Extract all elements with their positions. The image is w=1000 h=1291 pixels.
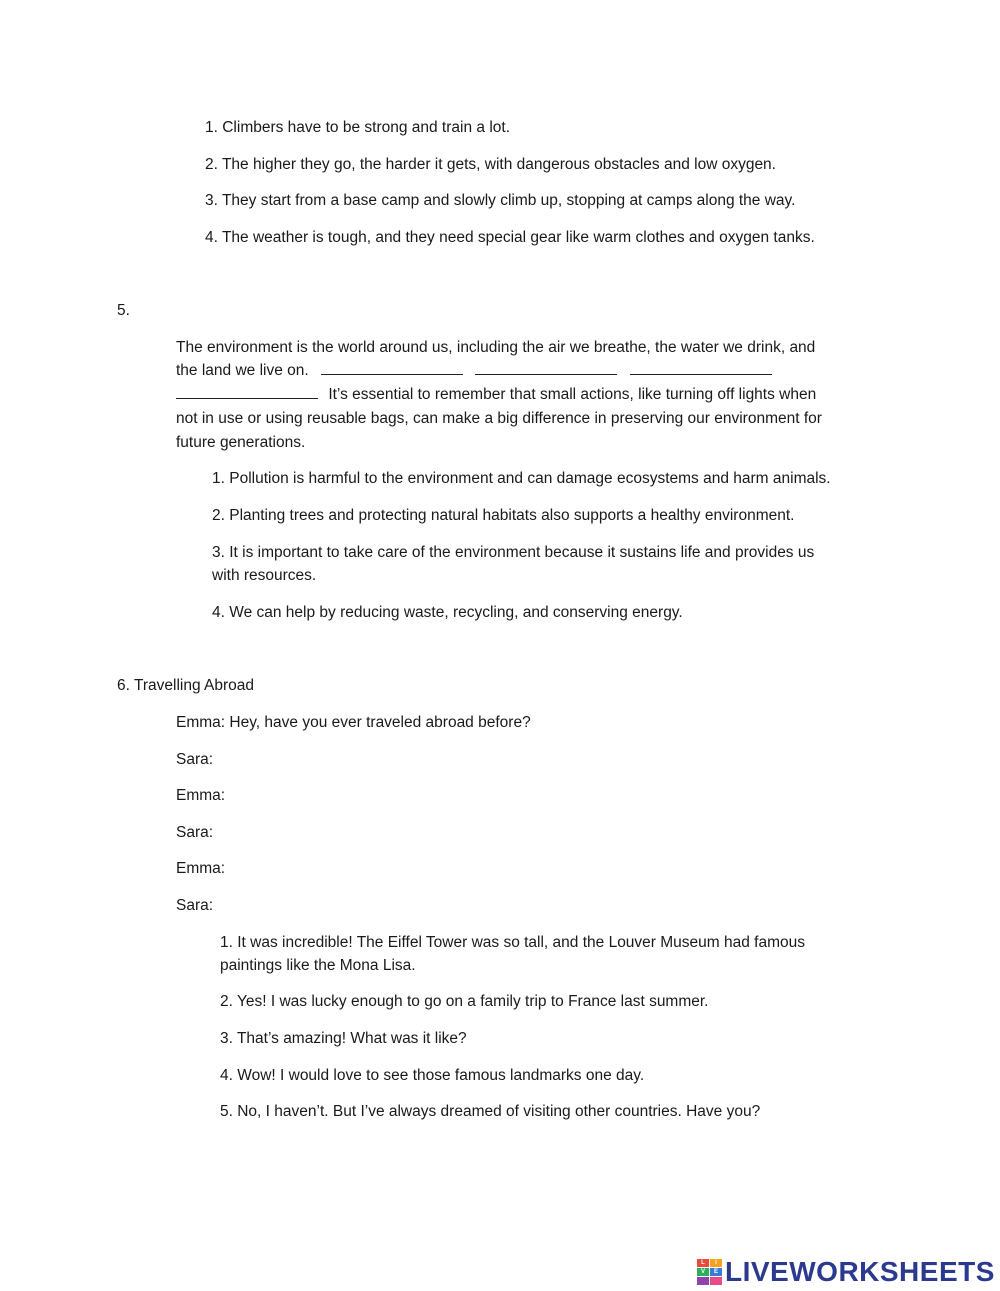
option-5: 5. No, I haven’t. But I’ve always dreamed of visiting other countries. Have you?: [220, 1103, 761, 1120]
dialogue-line-3: Emma:: [176, 787, 226, 804]
s5-item-4: 4. We can help by reducing waste, recycling, and conserving energy.: [212, 604, 683, 621]
option-1-cont: paintings like the Mona Lisa.: [220, 957, 416, 974]
s5-para-text-2: the land we live on.: [176, 362, 309, 379]
dialogue-line-2: Sara:: [176, 751, 214, 768]
s6-title: 6. Travelling Abroad: [117, 677, 255, 694]
blank-1[interactable]: [321, 360, 463, 375]
s5-para-line-3: [176, 384, 816, 406]
logo-block: L: [697, 1259, 709, 1267]
s5-item-3: 3. It is important to take care of the environment because it sustains life and provides us: [212, 544, 815, 561]
s5-para-line-4: not in use or using reusable bags, can make a big difference in preserving our environment for: [176, 410, 822, 427]
blank-3[interactable]: [630, 360, 772, 375]
s5-number: 5.: [117, 302, 130, 319]
logo-block: [710, 1277, 722, 1285]
s5-item-1: 1. Pollution is harmful to the environment and can damage ecosystems and harm animals.: [212, 470, 831, 487]
s5-para-line-1: The environment is the world around us, including the air we breathe, the water we drink, and: [176, 339, 816, 356]
logo-block: E: [710, 1268, 722, 1276]
blank-2[interactable]: [475, 360, 617, 375]
s5-para-line-2: [176, 360, 772, 382]
logo-block: I: [710, 1259, 722, 1267]
dialogue-line-1: Emma: Hey, have you ever traveled abroad before?: [176, 714, 531, 731]
s5-item-2: 2. Planting trees and protecting natural habitats also supports a healthy environment.: [212, 507, 795, 524]
option-2: 2. Yes! I was lucky enough to go on a family trip to France last summer.: [220, 993, 709, 1010]
logo-blocks-icon: [697, 1259, 722, 1285]
s4-item-4: 4. The weather is tough, and they need special gear like warm clothes and oxygen tanks.: [205, 229, 815, 246]
dialogue-line-5: Emma:: [176, 860, 226, 877]
logo-block: [697, 1277, 709, 1285]
s5-item-3-cont: with resources.: [212, 567, 317, 584]
s4-item-3: 3. They start from a base camp and slowly climb up, stopping at camps along the way.: [205, 192, 796, 209]
blank-4[interactable]: [176, 384, 318, 399]
s5-para-text-3: It’s essential to remember that small actions, like turning off lights when: [328, 386, 817, 403]
s4-item-1: 1. Climbers have to be strong and train a lot.: [205, 119, 510, 136]
logo-block: V: [697, 1268, 709, 1276]
dialogue-line-4: Sara:: [176, 824, 214, 841]
logo-text: LIVEWORKSHEETS: [725, 1256, 995, 1287]
liveworksheets-logo: [697, 1256, 995, 1288]
option-3: 3. That’s amazing! What was it like?: [220, 1030, 467, 1047]
option-4: 4. Wow! I would love to see those famous landmarks one day.: [220, 1067, 645, 1084]
option-1: 1. It was incredible! The Eiffel Tower was so tall, and the Louver Museum had famous: [220, 934, 806, 951]
s4-item-2: 2. The higher they go, the harder it gets, with dangerous obstacles and low oxygen.: [205, 156, 776, 173]
s5-para-line-5: future generations.: [176, 434, 306, 451]
dialogue-line-6: Sara:: [176, 897, 214, 914]
